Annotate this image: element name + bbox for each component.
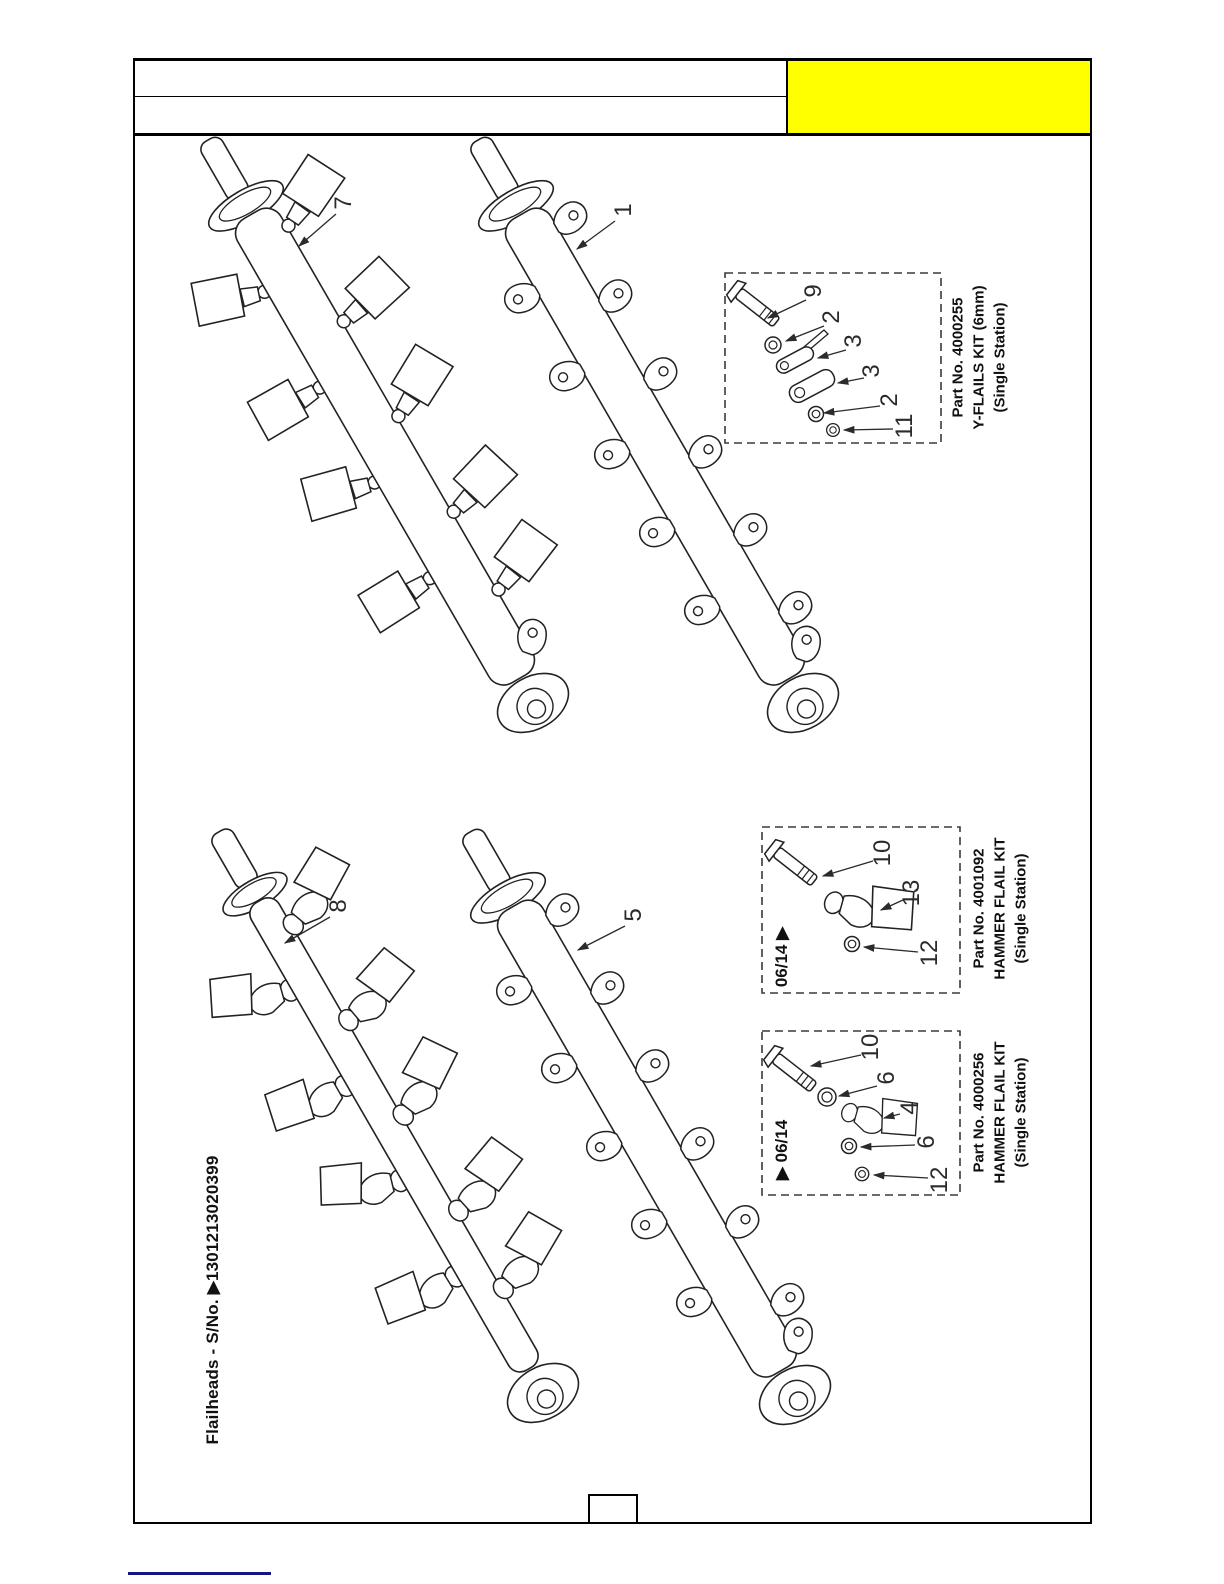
- callout-11: 11: [891, 413, 918, 439]
- page-side-title: Flailheads - S/No. ▶1301213020399: [203, 1155, 222, 1445]
- kit-station: (Single Station): [991, 302, 1009, 413]
- kit-name: Y-FLAILS KIT (6mm): [970, 285, 988, 430]
- kit-part-no: Part No. 4001092: [970, 848, 988, 969]
- callout-3b: 3: [858, 364, 885, 378]
- date-marker-from-0614: 06/14 ▶: [772, 926, 791, 988]
- callout-7: 7: [330, 196, 357, 210]
- kit-station: (Single Station): [1012, 853, 1030, 964]
- kit-name: HAMMER FLAIL KIT: [991, 1041, 1009, 1184]
- kit-name: HAMMER FLAIL KIT: [991, 837, 1009, 980]
- callout-10a: 10: [869, 839, 896, 867]
- callout-5: 5: [620, 908, 647, 922]
- callout-6a: 6: [873, 1071, 900, 1085]
- callout-4: 4: [896, 1101, 923, 1115]
- kit-label-hammer-4000256: [969, 1003, 1032, 1223]
- kit-part-no: Part No. 4000255: [949, 297, 967, 418]
- page-number-box: [588, 1494, 638, 1524]
- callout-6b: 6: [913, 1135, 940, 1149]
- kit-label-hammer-4001092: [969, 799, 1032, 1019]
- callout-3a: 3: [840, 334, 867, 348]
- callout-1: 1: [610, 203, 637, 217]
- callout-12a: 12: [916, 939, 943, 967]
- callout-2b: 2: [876, 393, 903, 407]
- callout-8: 8: [325, 899, 352, 913]
- kit-station: (Single Station): [1012, 1057, 1030, 1168]
- rotor-y-flails-assembled: [117, 89, 634, 778]
- callout-12b: 12: [926, 1166, 953, 1194]
- callout-13: 13: [898, 879, 925, 907]
- footer-link-line: [128, 1572, 271, 1575]
- date-marker-upto-0614: ▶ 06/14: [772, 1119, 791, 1181]
- callout-2a: 2: [818, 310, 845, 324]
- callout-9: 9: [800, 284, 827, 298]
- kit-part-no: Part No. 4000256: [970, 1052, 988, 1173]
- kit-label-y-flails: [948, 248, 1011, 468]
- callout-10b: 10: [857, 1033, 884, 1061]
